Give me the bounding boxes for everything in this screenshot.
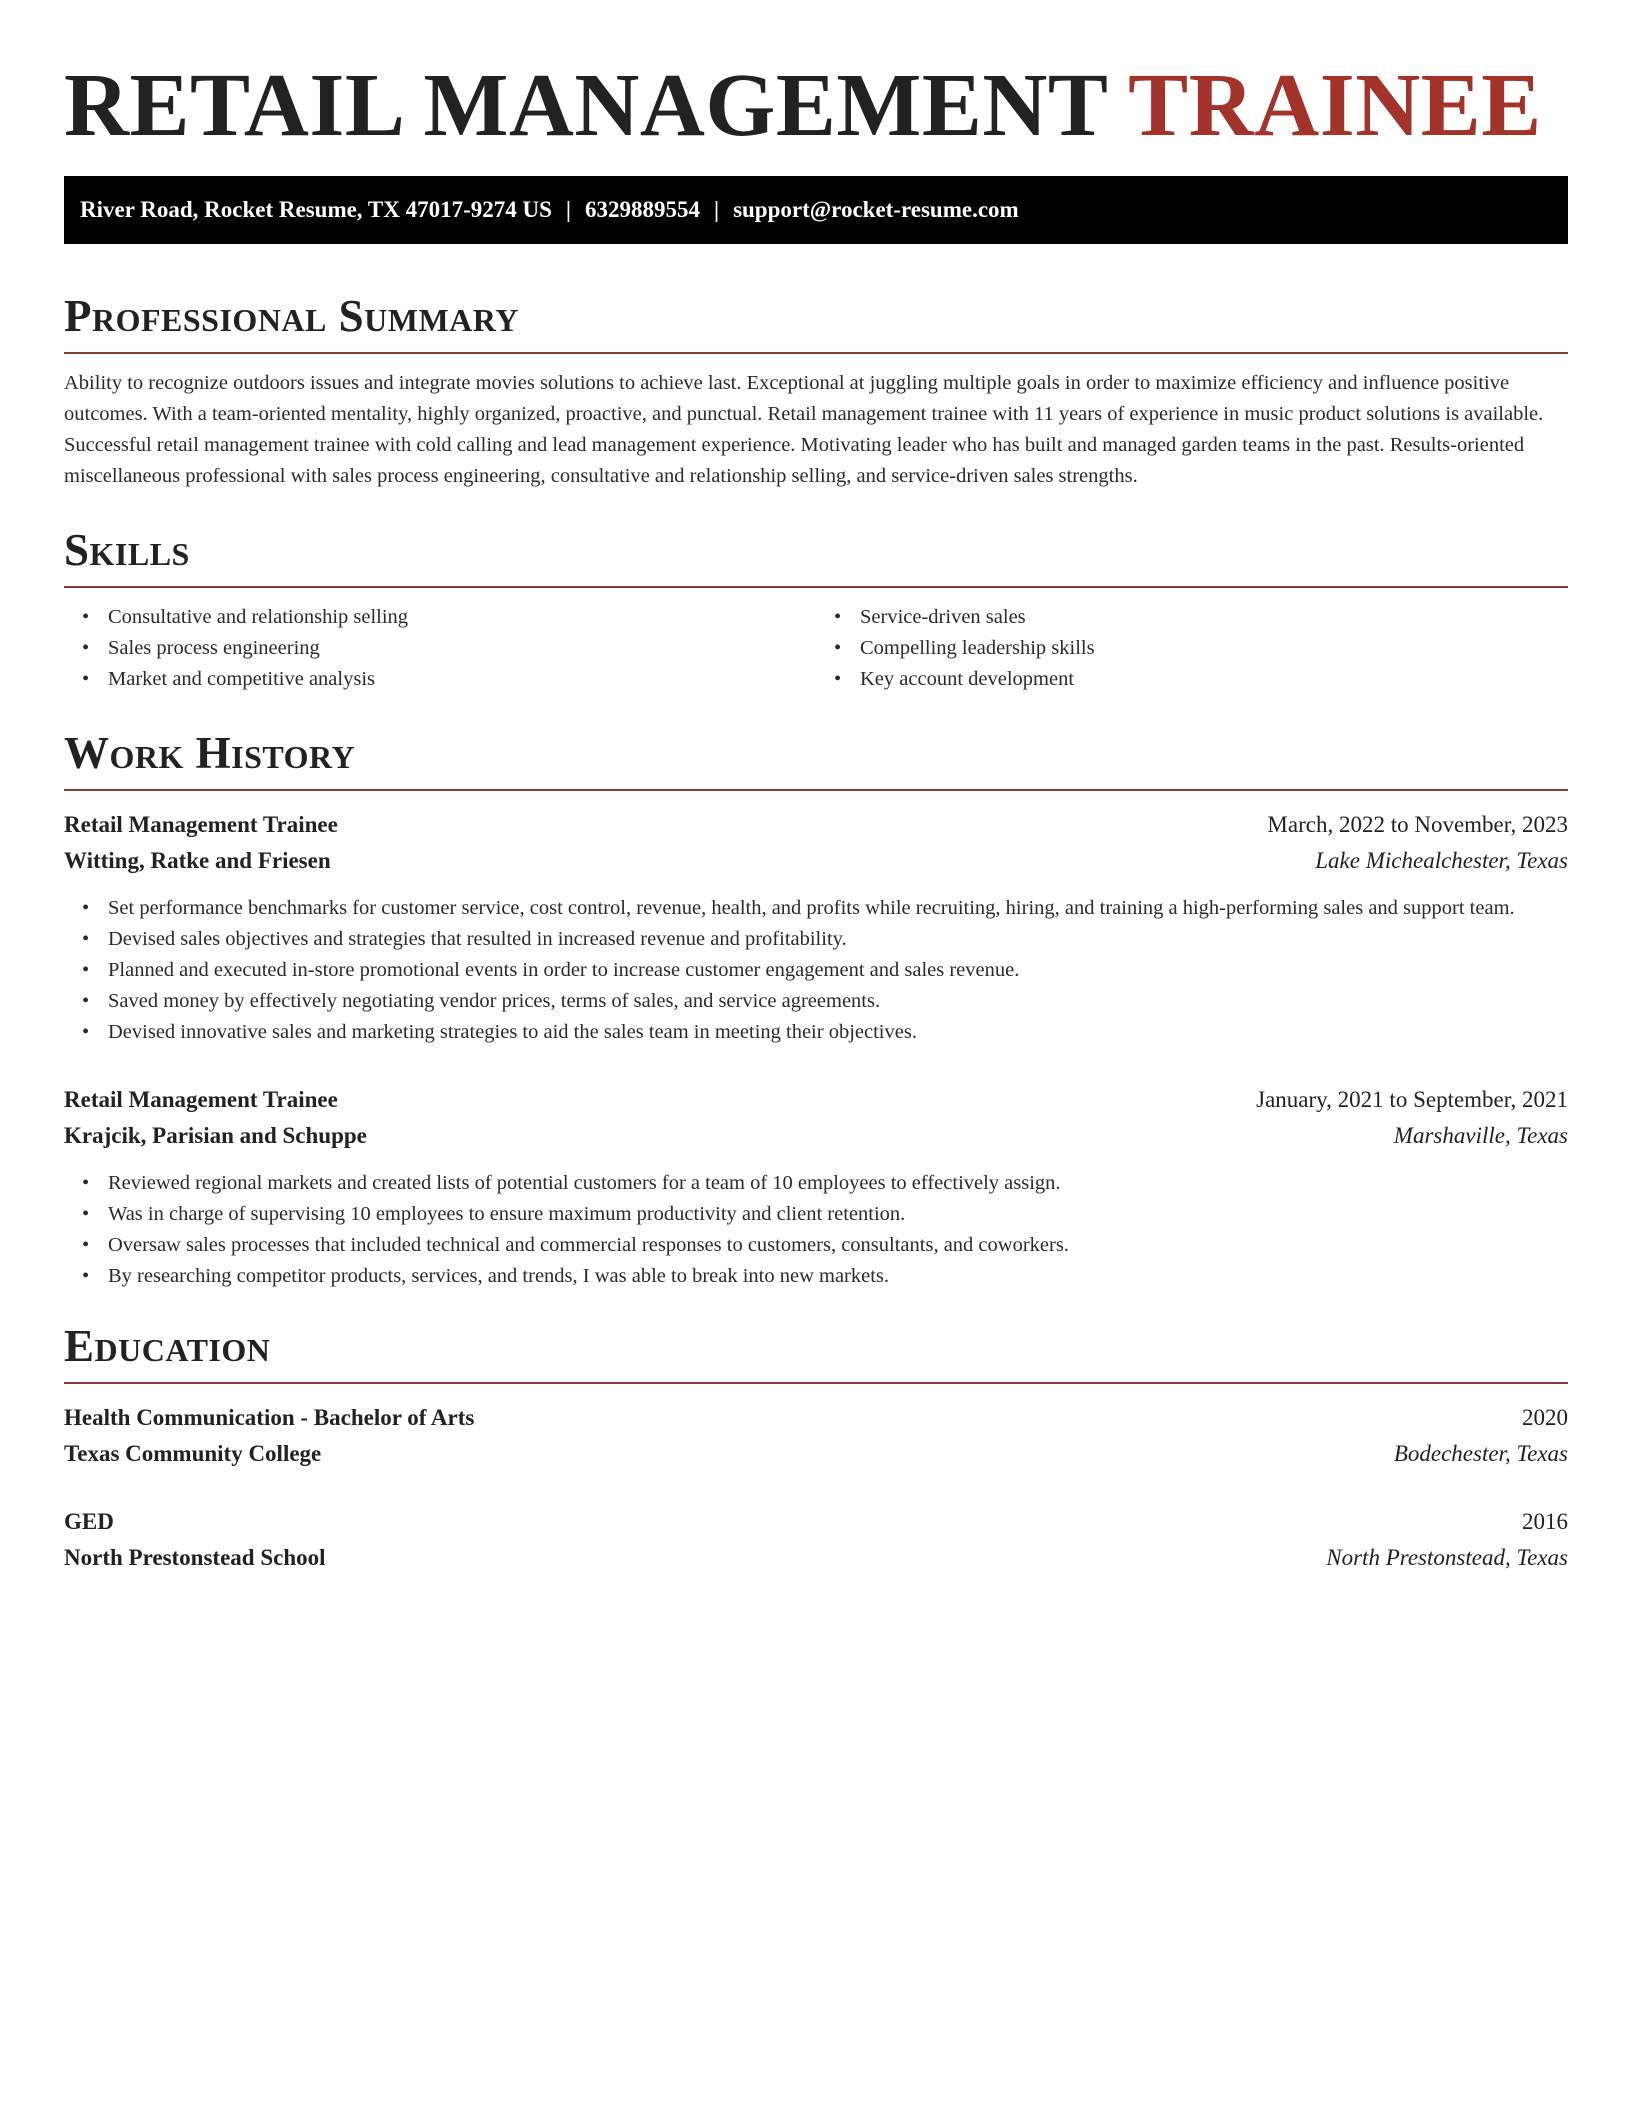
education-heading: Education: [64, 1321, 271, 1371]
job-bullet: • Devised sales objectives and strategies that resulted in increased revenue and profitability.: [108, 924, 1568, 955]
education-degree: GED: [64, 1509, 114, 1534]
job-dates: March, 2022 to November, 2023: [1267, 812, 1568, 837]
education-section: [64, 1318, 1568, 1576]
education-entry: [64, 1400, 1568, 1472]
skill-item: • Key account development: [860, 664, 1568, 695]
skills-left-list: [64, 602, 816, 695]
job-header-row: [64, 1082, 1568, 1118]
contact-address: River Road, Rocket Resume, TX 47017-9274 US: [80, 197, 552, 222]
title-main: RETAIL MANAGEMENT: [64, 56, 1107, 155]
education-school-row: [64, 1540, 1568, 1576]
summary-text: Ability to recognize outdoors issues and integrate movies solutions to achieve last. Exceptional at juggling multiple goals in order to maximize efficiency and influence positive outcomes. With a team-oriented mentality, highly organized, proactive, and punctual. Retail management trainee with 11 years of experience in music product solutions is available. Successful retail management trainee with cold calling and lead management experience. Motivating leader who has built and managed garden teams in the past. Results-oriented miscellaneous professional with sales process engineering, consultative and relationship selling, and service-driven sales strengths.: [64, 372, 1544, 487]
skills-heading: Skills: [64, 525, 190, 575]
job-bullet: • Devised innovative sales and marketing strategies to aid the sales team in meeting their objectives.: [108, 1017, 1568, 1048]
title-accent: TRAINEE: [1128, 56, 1542, 155]
summary-heading: Professional Summary: [64, 291, 519, 341]
resume-title: [64, 0, 1568, 156]
section-divider: [64, 586, 1568, 588]
job-bullet: • By researching competitor products, services, and trends, I was able to break into new markets.: [108, 1261, 1568, 1292]
job-bullet: • Oversaw sales processes that included technical and commercial responses to customers, consultants, and coworkers.: [108, 1230, 1568, 1261]
job-location: Marshaville, Texas: [1393, 1123, 1568, 1148]
education-header-row: [64, 1400, 1568, 1436]
skills-right-list: [816, 602, 1568, 695]
job-company: Krajcik, Parisian and Schuppe: [64, 1123, 367, 1148]
section-divider: [64, 352, 1568, 354]
contact-email: support@rocket-resume.com: [733, 197, 1019, 222]
job-bullet: • Set performance benchmarks for customer service, cost control, revenue, health, and profits while recruiting, hiring, and training a high-performing sales and support team.: [108, 893, 1568, 924]
skill-item: • Market and competitive analysis: [108, 664, 816, 695]
education-school: North Prestonstead School: [64, 1545, 326, 1570]
job-location: Lake Michealchester, Texas: [1315, 848, 1568, 873]
job-company-row: [64, 843, 1568, 879]
contact-separator: |: [565, 197, 571, 222]
job-role: Retail Management Trainee: [64, 812, 338, 837]
education-location: North Prestonstead, Texas: [1326, 1545, 1568, 1570]
contact-phone: 6329889554: [584, 197, 700, 222]
job-dates: January, 2021 to September, 2021: [1256, 1087, 1568, 1112]
job-bullet: • Planned and executed in-store promotional events in order to increase customer engagement and sales revenue.: [108, 955, 1568, 986]
skills-columns: [64, 602, 1568, 695]
education-entry: [64, 1504, 1568, 1576]
summary-section: [64, 288, 1568, 492]
job-entry: [64, 807, 1568, 1048]
skill-item: • Consultative and relationship selling: [108, 602, 816, 633]
education-year: 2020: [1522, 1405, 1568, 1430]
job-header-row: [64, 807, 1568, 843]
contact-bar: [64, 176, 1568, 244]
education-location: Bodechester, Texas: [1393, 1441, 1568, 1466]
job-company-row: [64, 1118, 1568, 1154]
job-bullets: [64, 1168, 1568, 1292]
skill-item: • Sales process engineering: [108, 633, 816, 664]
work-heading: Work History: [64, 728, 356, 778]
section-divider: [64, 1382, 1568, 1384]
skills-section: [64, 522, 1568, 695]
work-section: [64, 725, 1568, 1292]
education-year: 2016: [1522, 1509, 1568, 1534]
education-school-row: [64, 1436, 1568, 1472]
job-bullet: • Saved money by effectively negotiating vendor prices, terms of sales, and service agreements.: [108, 986, 1568, 1017]
skill-item: • Service-driven sales: [860, 602, 1568, 633]
job-bullet: • Reviewed regional markets and created lists of potential customers for a team of 10 employees to effectively assign.: [108, 1168, 1568, 1199]
job-company: Witting, Ratke and Friesen: [64, 848, 331, 873]
job-entry: [64, 1082, 1568, 1292]
section-divider: [64, 789, 1568, 791]
education-school: Texas Community College: [64, 1441, 322, 1466]
job-bullet: • Was in charge of supervising 10 employees to ensure maximum productivity and client retention.: [108, 1199, 1568, 1230]
skill-item: • Compelling leadership skills: [860, 633, 1568, 664]
job-role: Retail Management Trainee: [64, 1087, 338, 1112]
contact-separator: |: [713, 197, 720, 222]
job-bullets: [64, 893, 1568, 1048]
education-header-row: [64, 1504, 1568, 1540]
education-degree: Health Communication - Bachelor of Arts: [64, 1405, 475, 1430]
